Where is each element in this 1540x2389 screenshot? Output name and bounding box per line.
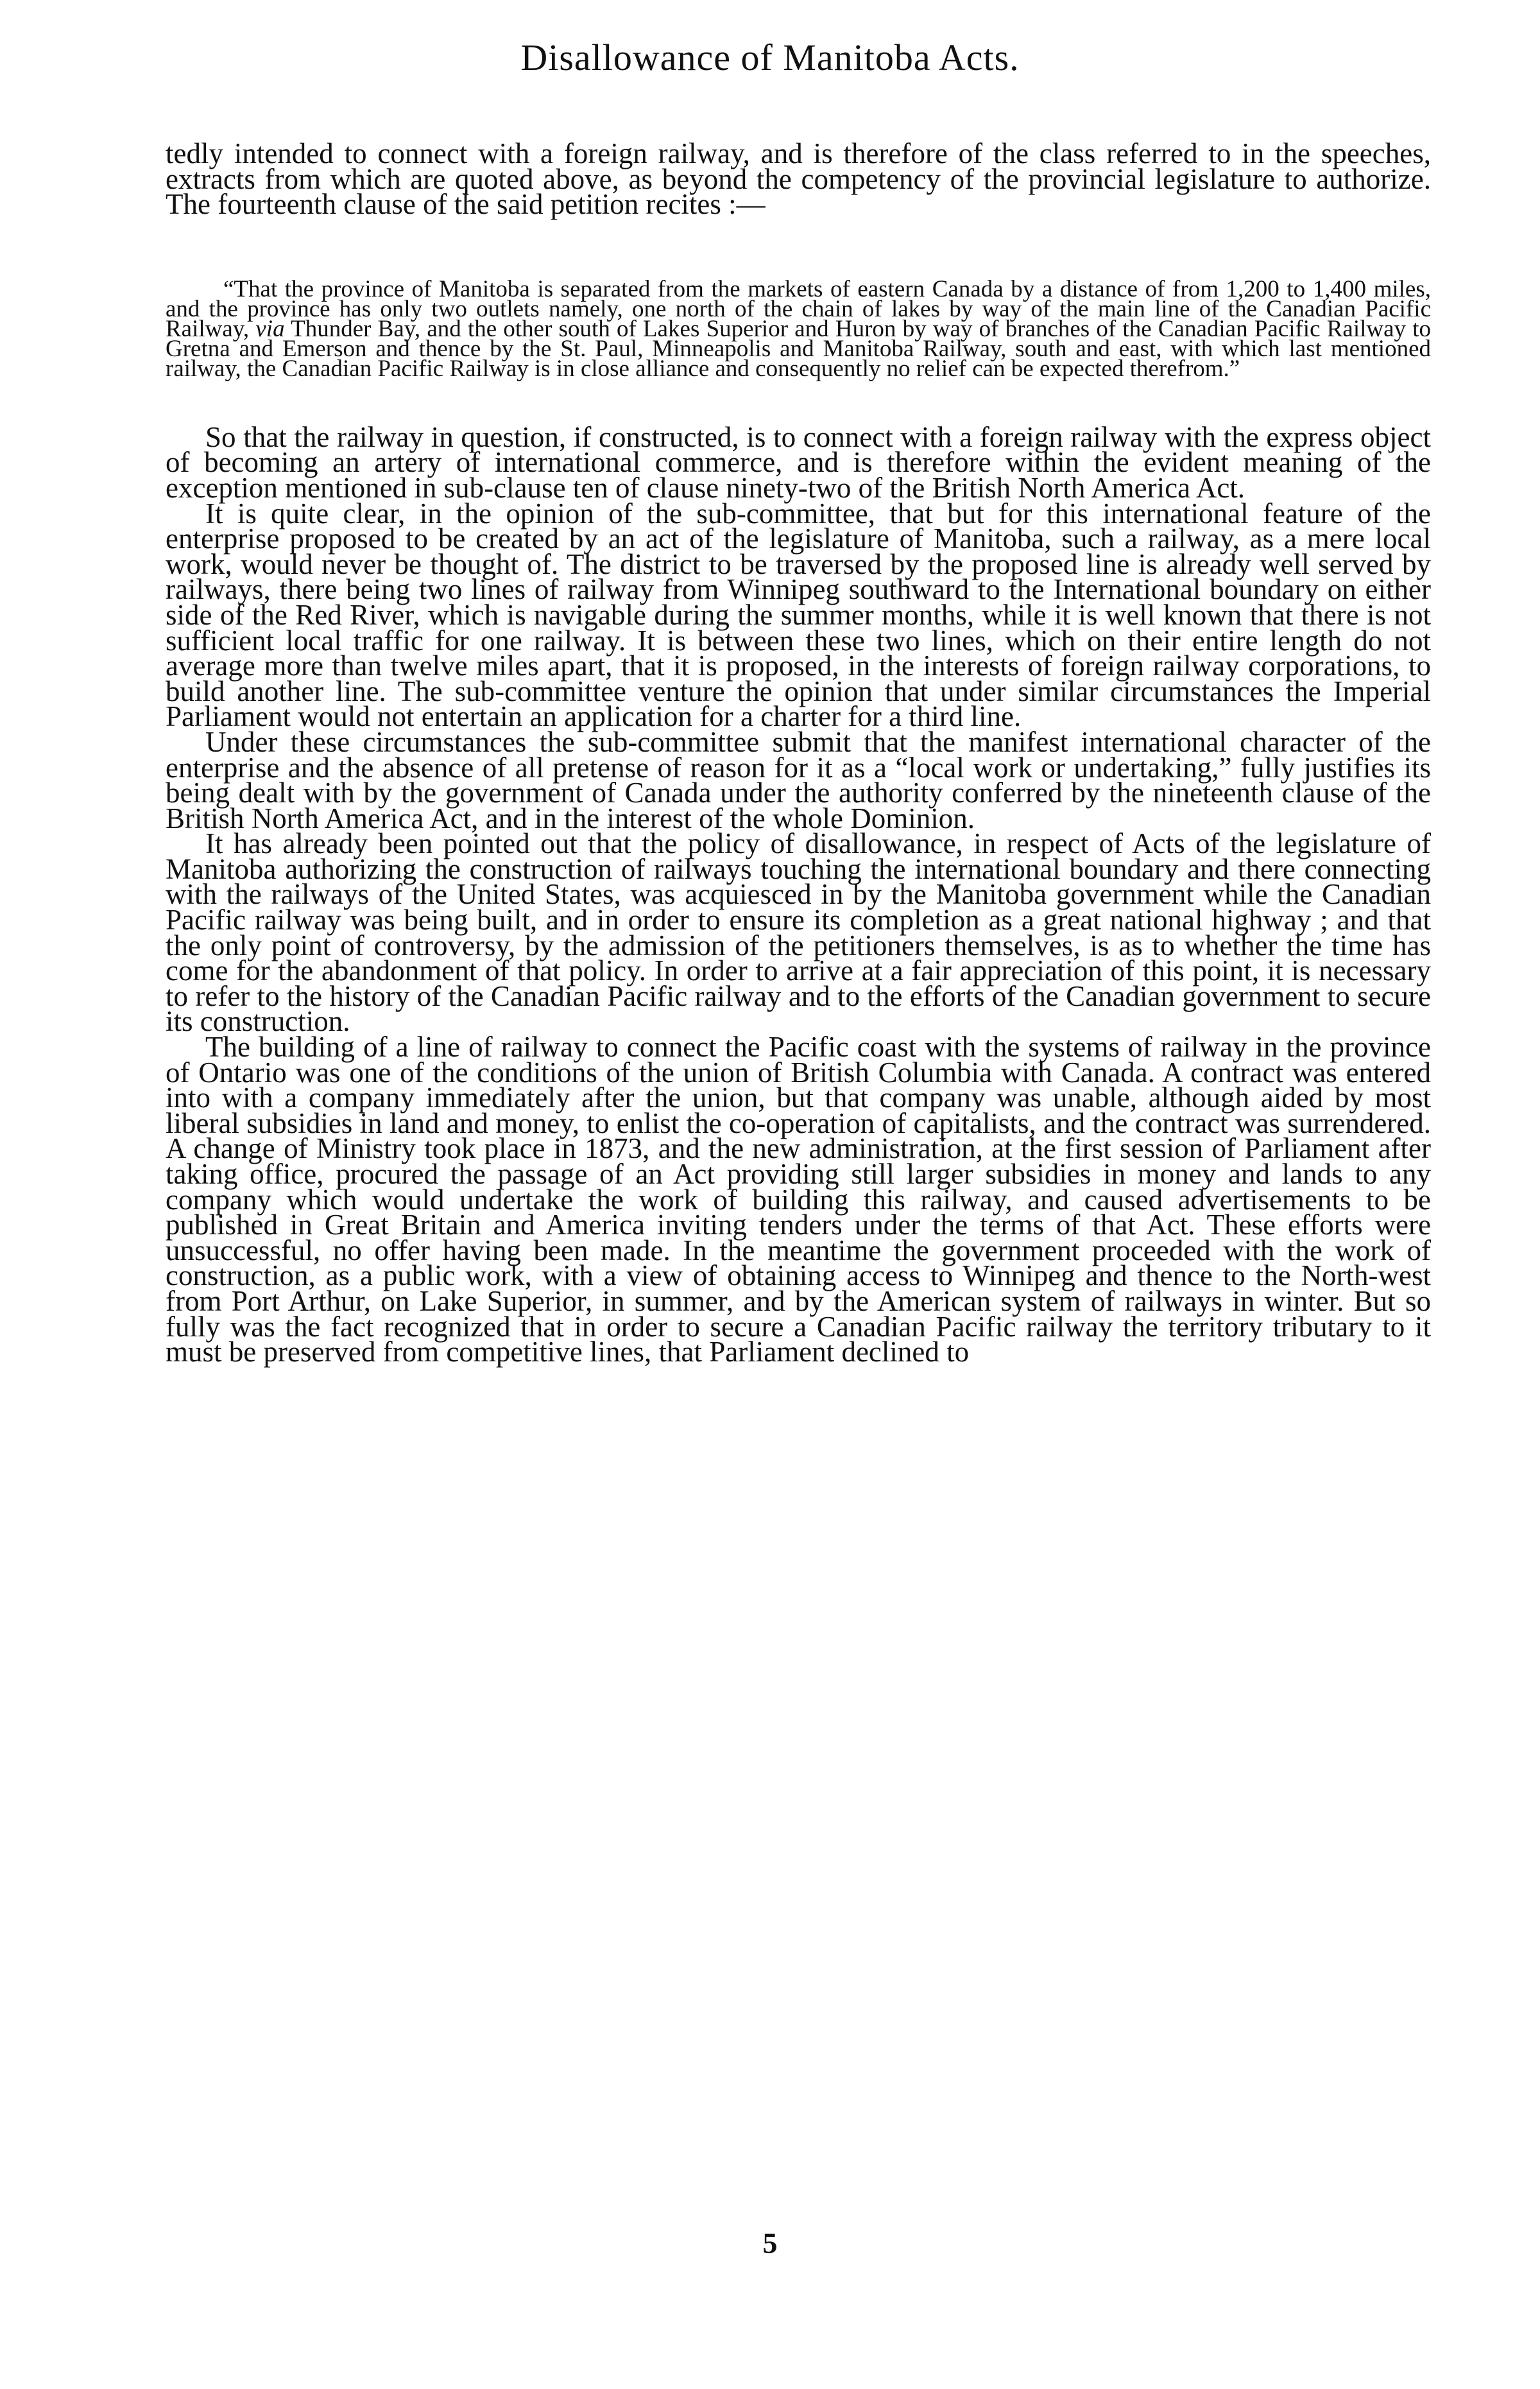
running-header: Disallowance of Manitoba Acts.: [520, 37, 1020, 78]
paragraph: The building of a line of railway to connect the Pacific coast with the systems of railway in the province of Ontario was one of the conditions of the union of British Columbia with Canada. A contract was entered into with a company immediately after the union, but that company was unable, although aided by most liberal subsidies in land and money, to enlist the co-operation of capitalists, and the contract was surrendered. A change of Ministry took place in 1873, and the new administration, at the first session of Parliament after taking office, procured the passage of an Act providing still larger subsidies in money and lands to any company which would undertake the work of building this railway, and caused advertisements to be published in Great Britain and America inviting tenders under the terms of that Act. These efforts were unsuccessful, no offer having been made. In the meantime the government proceeded with the work of construction, as a public work, with a view of obtaining access to Winnipeg and thence to the North-west from Port Arthur, on Lake Superior, in summer, and by the American system of railways in winter. But so fully was the fact recognized that in order to secure a Canadian Pacific railway the territory tributary to it must be preserved from competitive lines, that Parliament declined to: [166, 1031, 1431, 1368]
quote-text-start: “That the province of Manitoba is separated from the markets of eastern Canada by a distance of from 1,200 to 1,400 miles, and the province has only two outlets namely, one north of the chain of lakes by way of the main line of the Canadian Pacific Railway,: [166, 275, 1431, 342]
quote-via: via: [255, 315, 285, 342]
page-number: 5: [762, 2227, 778, 2259]
block-quote: [166, 275, 1432, 382]
paragraph: It has already been pointed out that the policy of disallowance, in respect of Acts of the legislature of Manitoba authorizing the construction of railways touching the international boundary and there connecting with the railways of the United States, was acquiesced in by the Manitoba government while the Canadian Pacific railway was being built, and in order to ensure its completion as a great national highway ; and that the only point of controversy, by the admission of the petitioners themselves, is as to whether the time has come for the abandonment of that policy. In order to arrive at a fair appreciation of this point, it is necessary to refer to the history of the Canadian Pacific railway and to the efforts of the Canadian government to secure its construction.: [166, 827, 1431, 1038]
paragraph-continuation: tedly intended to connect with a foreign railway, and is therefore of the class referred to in the speeches, extracts from which are quoted above, as beyond the competency of the provincial legislature to authorize. The fourteenth clause of the said petition recites :—: [166, 137, 1431, 221]
quote-text-end: Thunder Bay, and the other south of Lakes Superior and Huron by way of branches of the Canadian Pacific Railway to Gretna and Emerson and thence by the St. Paul, Minneapolis and Manitoba Railway, south and east, with which last mentioned railway, the Canadian Pacific Railway is in close alliance and consequently no relief can be expected therefrom.”: [166, 315, 1432, 382]
paragraph: It is quite clear, in the opinion of the sub-committee, that but for this international feature of the enterprise proposed to be created by an act of the legislature of Manitoba, such a railway, as a mere local work, would never be thought of. The district to be traversed by the proposed line is already well served by railways, there being two lines of railway from Winnipeg southward to the International boundary on either side of the Red River, which is navigable during the summer months, while it is well known that there is not sufficient local traffic for one railway. It is between these two lines, which on their entire length do not average more than twelve miles apart, that it is proposed, in the interests of foreign railway corporations, to build another line. The sub-committee venture the opinion that under similar circumstances the Imperial Parliament would not entertain an application for a charter for a third line.: [166, 497, 1431, 733]
paragraph: So that the railway in question, if constructed, is to connect with a foreign railway with the express object of becoming an artery of international commerce, and is therefore within the evident meaning of the exception mentioned in sub-clause ten of clause ninety-two of the British North America Act.: [166, 420, 1431, 504]
body-text: [166, 137, 1432, 1368]
paragraph: Under these circumstances the sub-committee submit that the manifest international character of the enterprise and the absence of all pretense of reason for it as a “local work or undertaking,” fully justifies its being dealt with by the government of Canada under the authority conferred by the nineteenth clause of the British North America Act, and in the interest of the whole Dominion.: [166, 725, 1431, 834]
